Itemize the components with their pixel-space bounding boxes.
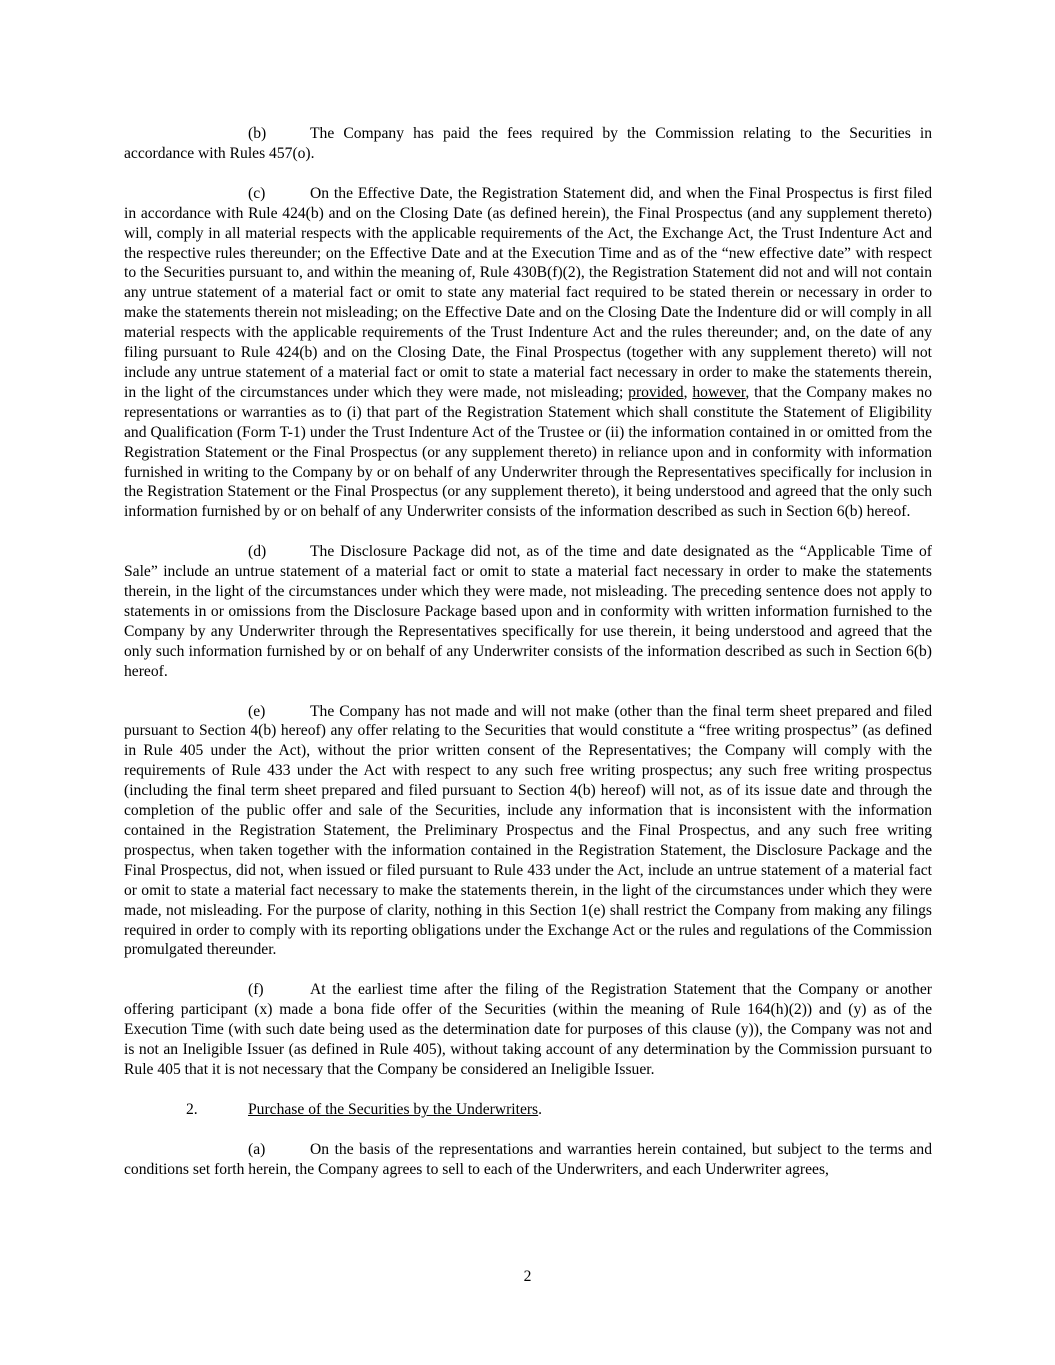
paragraph-text: The Company has paid the fees required by the Commission relating to the Securities in accordance with Rules 457(o). <box>124 125 932 162</box>
paragraph-2a <box>124 1140 932 1180</box>
however-term: however <box>692 383 746 401</box>
section-2-heading <box>124 1100 932 1120</box>
paragraph-text: that the Company makes no representations or warranties as to (i) that part of the Registration Statement which shall constitute the Statement of Eligibility and Qualification (Form T-1) under the Trust Indenture Act of the Trustee or (ii) the information contained in or omitted from the Registration Statement or the Final Prospectus (or any supplement thereto) in reliance upon and in conformity with information furnished in writing to the Company by or on behalf of any Underwriter through the Representatives specifically for inclusion in the Registration Statement or the Final Prospectus (or any supplement thereto), it being understood and agreed that the only such information furnished by or on behalf of any Underwriter consists of the information described as such in Section 6(b) hereof. <box>124 383 933 521</box>
paragraph-1e <box>124 702 932 961</box>
paragraph-1b <box>124 124 932 164</box>
paragraph-text: On the basis of the representations and warranties herein contained, but subject to the terms and conditions set forth herein, the Company agrees to sell to each of the Underwriters, and each Underwriter agrees, <box>124 1140 932 1178</box>
paragraph-label: (b) <box>248 125 267 142</box>
paragraph-label: (c) <box>248 184 266 202</box>
section-title-suffix: . <box>538 1100 543 1118</box>
paragraph-label: (a) <box>248 1140 266 1158</box>
paragraph-text: At the earliest time after the filing of the Registration Statement that the Company or another offering participant (x) made a bona fide offer of the Securities (within the meaning of Rule 164(h)(2)) and (y) as of the Execution Time (with such date being used as the determination date for purposes of this clause (y)), the Company was not and is not an Ineligible Issuer (as defined in Rule 405), without taking account of any determination by the Commission pursuant to Rule 405 that it is not necessary that the Company be considered an Ineligible Issuer. <box>124 981 932 1078</box>
paragraph-text: The Company has not made and will not make (other than the final term sheet prepared and filed pursuant to Section 4(b) hereof) any offer relating to the Securities that would constitute a “free writing prospectus” (as defined in Rule 405 under the Act), without the prior written consent of the Representatives; the Company will comply with the requirements of Rule 433 under the Act with respect to any such free writing prospectus; any such free writing prospectus (including the final term sheet prepared and filed pursuant to Section 4(b) hereof) will not, as of its issue date and through the completion of the public offer and sale of the Securities, include any information that is inconsistent with the information contained in the Registration Statement, the Preliminary Prospectus and the Final Prospectus, and any such free writing prospectus, when taken together with the information contained in the Registration Statement, the Disclosure Package and the Final Prospectus, did not, when issued or filed pursuant to Rule 433 under the Act, include an untrue statement of a material fact or omit to state a material fact necessary to make the statements therein, in the light of the circumstances under which they were made, not misleading. For the purpose of clarity, nothing in this Section 1(e) shall restrict the Company from making any filings required in order to comply with its reporting obligations under the Exchange Act or the rules and regulations of the Commission promulgated thereunder. <box>124 702 932 959</box>
paragraph-label: (e) <box>248 702 266 720</box>
paragraph-1f <box>124 980 932 1080</box>
page-number: 2 <box>523 1268 532 1285</box>
paragraph-text: The Disclosure Package did not, as of the time and date designated as the “Applicable Time of Sale” include an untrue statement of a material fact or omit to state a material fact necessary in order to make the statements therein, in the light of the circumstances under which they were made, not misleading. The preceding sentence does not apply to statements in or omissions from the Disclosure Package based upon and in conformity with written information furnished to the Company by any Underwriter through the Representatives specifically for use therein, it being understood and agreed that the only such information furnished by or on behalf of any Underwriter consists of the information described as such in Section 6(b) hereof. <box>124 543 932 680</box>
paragraph-1d <box>124 542 932 681</box>
provided-term: provided <box>628 383 684 401</box>
paragraph-label: (d) <box>248 543 267 561</box>
paragraph-text: On the Effective Date, the Registration Statement did, and when the Final Prospectus is first filed in accordance with Rule 424(b) and on the Closing Date (as defined herein), the Final Prospectus (and any supplement thereto) will, comply in all material respects with the applicable requirements of the Act, the Exchange Act, the Trust Indenture Act and the respective rules thereunder; on the Effective Date and at the Execution Time and as of the “new effective date” with respect to the Securities pursuant to, and within the meaning of, Rule 430B(f)(2), the Registration Statement did not and will not contain any untrue statement of a material fact or omit to state any material fact required to be stated therein or necessary in order to make the statements therein not misleading; on the Effective Date and on the Closing Date the Indenture did or will comply in all material respects with the applicable requirements of the Trust Indenture Act and the rules thereunder; and, on the date of any filing pursuant to Rule 424(b) and on the Closing Date, the Final Prospectus (together with any supplement thereto) will not include any untrue statement of a material fact or omit to state a material fact necessary in order to make the statements therein, in the light of the circumstances under which they were made, not misleading; <box>124 184 932 401</box>
paragraph-1c: (c) On the Effective Date, the Registration Statement did, and when the Final Prospectus is first filed in accordance with Rule 424(b) and on the Closing Date (as defined herein), the Final Prospectus (and any supplement thereto) will, comply in all material respects with the applicable requirements of the Act, the Exchange Act, the Trust Indenture Act and the respective rules thereunder; on the Effective Date and at the Execution Time and as of the “new effective date” with respect to the Securities pursuant to, and within the meaning of, Rule 430B(f)(2), the Registration Statement did not and will not contain any untrue statement of a material fact or omit to state any material fact required to be stated therein or necessary in order to make the statements therein not misleading; on the Effective Date and on the Closing Date the Indenture did or will comply in all material respects with the applicable requirements of the Trust Indenture Act and the rules thereunder; and, on the date of any filing pursuant to Rule 424(b) and on the Closing Date, the Final Prospectus (together with any supplement thereto) will not include any untrue statement of a material fact or omit to state a material fact necessary in order to make the statements therein, in the light of the circumstances under which they were made, not misleading; provided, however, that the Company makes no representations or warranties as to (i) that part of the Registration Statement which shall constitute the Statement of Eligibility and Qualification (Form T-1) under the Trust Indenture Act of the Trustee or (ii) the information contained in or omitted from the Registration Statement or the Final Prospectus (or any supplement thereto) in reliance upon and in conformity with information furnished in writing to the Company by or on behalf of any Underwriter through the Representatives specifically for inclusion in the Registration Statement or the Final Prospectus (or any supplement thereto), it being understood and agreed that the only such information furnished by or on behalf of any Underwriter consists of the information described as such in Section 6(b) hereof. <box>124 184 933 521</box>
paragraph-label: (f) <box>248 981 264 999</box>
section-number: 2. <box>186 1100 198 1118</box>
section-title: Purchase of the Securities by the Underwriters <box>248 1100 539 1118</box>
document-page <box>124 124 932 1180</box>
